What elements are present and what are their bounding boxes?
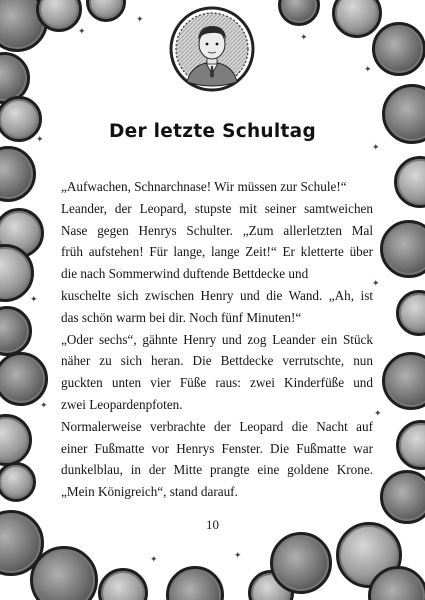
chapter-title: Der letzte Schultag bbox=[108, 121, 317, 142]
border-medallion bbox=[270, 532, 332, 594]
star-icon: ✦ bbox=[372, 143, 380, 153]
text-line: Nase gegen Henrys Schulter. „Zum allerletzten Mal bbox=[61, 222, 373, 238]
border-medallion bbox=[396, 290, 425, 336]
border-medallion bbox=[0, 306, 32, 356]
star-icon: ✦ bbox=[374, 409, 382, 419]
border-medallion bbox=[0, 414, 32, 466]
border-medallion bbox=[380, 220, 425, 278]
star-icon: ✦ bbox=[150, 555, 158, 565]
boy-portrait-medallion bbox=[169, 6, 255, 92]
border-medallion bbox=[394, 156, 425, 208]
star-icon: ✦ bbox=[234, 551, 242, 561]
star-icon: ✦ bbox=[36, 135, 44, 145]
story-text bbox=[61, 176, 373, 503]
text-line: „Oder sechs“, gähnte Henry und zog Leander ein Stück bbox=[61, 331, 373, 347]
text-line: einer Fußmatte vor Henrys Fenster. Die Fußmatte war bbox=[61, 440, 373, 456]
page-number: 10 bbox=[206, 517, 219, 532]
text-line: „Mein Königreich“, stand darauf. bbox=[61, 484, 238, 500]
border-medallion bbox=[380, 470, 425, 524]
text-line: zwei Leopardenpfoten. bbox=[61, 396, 183, 412]
star-icon: ✦ bbox=[30, 295, 38, 305]
border-medallion bbox=[98, 568, 148, 600]
border-medallion bbox=[0, 462, 36, 502]
star-icon: ✦ bbox=[364, 65, 372, 75]
text-line: Leander, der Leopard, stupste mit seiner samtweichen bbox=[61, 200, 373, 216]
border-medallion bbox=[0, 352, 48, 406]
border-medallion bbox=[166, 566, 224, 600]
border-medallion bbox=[332, 0, 382, 38]
border-medallion bbox=[30, 546, 98, 600]
text-line: dunkelblau, in der Mitte prangte eine goldene Krone. bbox=[61, 462, 373, 478]
star-icon: ✦ bbox=[40, 401, 48, 411]
border-medallion bbox=[382, 352, 425, 410]
text-line: früh aufstehen! Für lange, lange Zeit!“ Er kletterte über bbox=[61, 244, 373, 260]
border-medallion bbox=[86, 0, 126, 22]
text-line: „Aufwachen, Schnarchnase! Wir müssen zur Schule!“ bbox=[61, 179, 347, 194]
border-medallion bbox=[396, 420, 425, 470]
border-medallion bbox=[278, 0, 320, 26]
text-line: die nach Sommerwind duftende Bettdecke und bbox=[61, 266, 309, 282]
text-line: guckten unten vier Füße raus: zwei Kinderfüße und bbox=[61, 375, 373, 391]
text-line: Normalerweise verbrachte der Leopard die Nacht auf bbox=[61, 418, 373, 434]
star-icon: ✦ bbox=[136, 15, 144, 25]
text-line: das schön warm bei dir. Noch fünf Minuten!“ bbox=[61, 309, 302, 325]
text-line: näher zu sich heran. Die Bettdecke verrutschte, nun bbox=[61, 353, 373, 369]
star-icon: ✦ bbox=[372, 279, 380, 289]
text-line: kuschelte sich zwischen Henry und die Wand. „Ah, ist bbox=[61, 287, 373, 303]
star-icon: ✦ bbox=[78, 27, 86, 37]
border-medallion bbox=[372, 22, 425, 76]
star-icon: ✦ bbox=[300, 33, 308, 43]
border-medallion bbox=[0, 146, 36, 202]
